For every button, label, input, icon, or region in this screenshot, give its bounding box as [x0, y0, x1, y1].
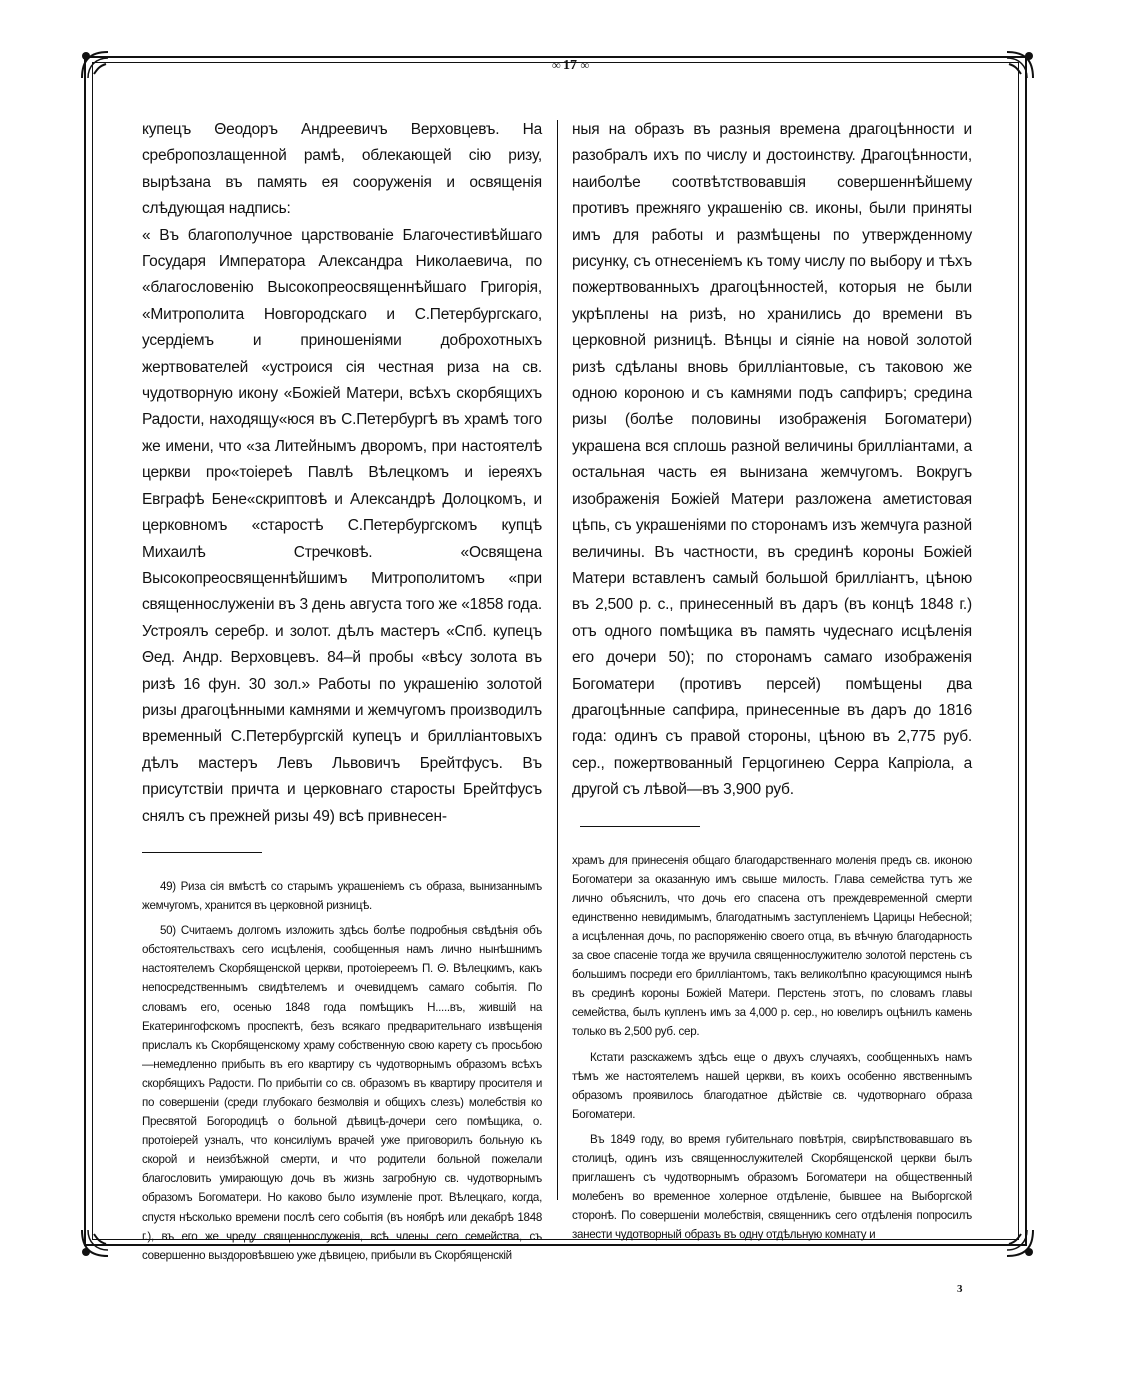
right-column [572, 117, 972, 1250]
left-main-text [142, 117, 542, 830]
right-main-text [572, 117, 972, 804]
corner-ornament-icon [1003, 1226, 1037, 1260]
page-header [0, 56, 1140, 75]
left-footnotes [142, 877, 542, 1265]
column-divider [557, 120, 558, 1200]
footnote-paragraph: Кстати разскажемъ здѣсь еще о двухъ случаяхъ, сообщенныхъ намъ тѣмъ же настоятелемъ нашей церкви, въ коихъ особенно явственнымъ образомъ проявилось благодатное дѣйствіе св. чудотворнаго образа Богоматери. [572, 1050, 972, 1121]
footnote-49: 49) Риза сія вмѣстѣ со старымъ украшеніемъ съ образа, вынизаннымъ жемчугомъ, хранится въ церковной ризницѣ. [142, 879, 542, 913]
footnote-continuation: храмъ для принесенія общаго благодарственнаго моленія предъ св. иконою Богоматери за оказанную имъ свыше милость. Глава семейства тутъ же лично объяснилъ, что дочь его спасена отъ преждевременной смерти единственно невидимымъ, благодатнымъ заступленіемъ Царицы Небесной; а исцѣленная дочь, по распоряженію своего отца, въ вѣчную благодарность за свое спасеніе тогда же вручила священнослужителю золотой перстень съ большимъ посреди его бриллiантомъ, такъ великолѣпно красующимся нынѣ въ срединѣ короны Божіей Матери. Перстень этотъ, по словамъ главы семейства, былъ купленъ имъ за 4,000 р. сер., но ювелиръ оцѣнилъ камень только въ 2,500 руб. сер. [572, 853, 972, 1039]
footnote-rule [580, 826, 700, 827]
left-column [142, 117, 542, 1271]
paragraph: ныя на образъ въ разныя времена драгоцѣнности и разобралъ ихъ по числу и достоинству. Драгоцѣнности, наиболѣе соотвѣтствовавшія совершеннѣйшему противъ прежняго украшенію св. иконы, были приняты имъ для работы и размѣщены по утвержденному рисунку, съ отнесеніемъ къ тому числу по выбору и тѣхъ пожертвованныхъ драгоцѣнностей, которыя не были укрѣплены на ризѣ, но хранились до времени въ церковной ризницѣ. Вѣнцы и сіяніе на новой золотой ризѣ сдѣланы вновь бриллiантовые, съ таковою же одною короною и съ камнями подъ сапфиръ; средина ризы (болѣе половины изображенія Богоматери) украшена вся сплошь разной величины бриллiантами, а остальная часть ея вынизана жемчугомъ. Вокругъ изображенія Божіей Матери разложена аметистовая цѣпь, съ украшеніями по сторонамъ изъ жемчуга разной величины. Въ частности, въ срединѣ короны Божіей Матери вставленъ самый большой бриллiантъ, цѣною въ 2,500 р. с., принесенный въ даръ (въ концѣ 1848 г.) отъ одного помѣщика въ память чудеснаго исцѣленія его дочери 50); по сторонамъ самаго изображенія Богоматери (противъ персей) помѣщены два драгоцѣнные сапфира, принесенные въ даръ до 1816 года: одинъ съ правой стороны, цѣною въ 2,775 руб. сер., пожертвованный Герцогинею Серра Капріола, а другой съ лѣвой—въ 3,900 руб. [572, 121, 972, 799]
header-ornament-left: ∞ [551, 58, 560, 72]
right-footnotes [572, 851, 972, 1245]
footnote-50: 50) Считаемъ долгомъ изложить здѣсь болѣе подробныя свѣдѣнія объ обстоятельствахъ сего исцѣленія, сообщенныя намъ лично нынѣшнимъ настоятелемъ Скорбященской церкви, протоіереемъ П. Θ. Вѣлецкимъ, какъ непосредственнымъ свидѣтелемъ и очевидцемъ самаго событія. По словамъ его, осенью 1848 года помѣщикъ Н.....въ, жившій на Екатерингофскомъ проспектѣ, безъ всякаго предварительнаго извѣщенія прислалъ къ Скорбященскому храму собственную свою карету съ просьбою—немедленно прибыть въ его квартиру съ чудотворнымъ образомъ всѣхъ скорбящихъ Радости. По прибытіи со св. образомъ въ квартиру просителя и по совершеніи (среди глубокаго безмолвія и общихъ слезъ) молебствія ко Пресвятой Богородицѣ о больной дѣвицѣ-дочери сего помѣщика, о. протоіерей узналъ, что консиліумъ врачей уже приговорилъ больную къ скорой и неизбѣжной смерти, и что родители больной пожелали благословить умирающую дочь въ жизнь загробную св. чудотворнымъ образомъ Богоматери. Но каково было изумленіе прот. Вѣлецкаго, когда, спустя нѣсколько времени послѣ сего событія (въ ноябрѣ или декабрѣ 1848 г.), въ его же чреду священнослуженія, всѣ члены сего семейства, съ совершенно выздоровѣвшею уже дѣвицею, прибыли въ Скорбященскій [142, 924, 542, 1262]
page-number: 17 [563, 58, 577, 73]
paragraph: купецъ Θеодоръ Андреевичъ Верховцевъ. На сребропозлащенной рамѣ, облекающей сію ризу, вырѣзана въ память ея сооруженія и освященія слѣдующая надпись: [142, 121, 542, 218]
inscription-paragraph: « Въ благополучное царствованіе Благочестивѣйшаго Государя Императора Александра Николаевича, по «благословенію Высокопреосвященнѣйшаго Григорія, «Митрополита Новгородскаго и С.Петербургскаго, усердіемъ и приношеніями доброхотныхъ жертвователей «устроися сія честная риза на св. чудотворную икону «Божіей Матери, всѣхъ скорбящихъ Радости, находящу«юся въ С.Петербургѣ въ храмѣ того же имени, что «за Литейнымъ дворомъ, при настоятелѣ церкви про«тоіереѣ Павлѣ Вѣлецкомъ и іереяхъ Евграфѣ Бене«скриптовѣ и Александрѣ Долоцкомъ, и церковномъ «старостѣ С.Петербургскомъ купцѣ Михаилѣ Стречковѣ. «Освящена Высокопреосвященнѣйшимъ Митрополитомъ «при священнослуженіи въ 3 день августа того же «1858 года. Устроялъ серебр. и золот. дѣлъ мастеръ «Спб. купецъ Θед. Андр. Верховцевъ. 84–й пробы «вѣсу золота въ ризѣ 16 фун. 30 зол.» Работы по украшенію золотой ризы драгоцѣнными камнями и жемчугомъ производилъ временный С.Петербургскій купецъ и бриллiантовыхъ дѣлъ мастеръ Левъ Львовичъ Брейтфусъ. Въ присутствіи причта и церковнаго старосты Брейтфусъ снялъ съ прежней ризы 49) всѣ привнесен- [142, 226, 543, 825]
footnote-paragraph: Въ 1849 году, во время губительнаго повѣтрія, свирѣпствовавшаго въ столицѣ, одинъ изъ священнослужителей Скорбященской церкви былъ приглашенъ съ чудотворнымъ образомъ Богоматери на общественный молебенъ во временное холерное отдѣленіе, бывшее на Выборгской сторонѣ. По совершеніи молебствія, священникъ сего отдѣленія попросилъ занести чудотворный образъ въ одну отдѣльную комнату и [572, 1132, 972, 1242]
footnote-rule [142, 852, 262, 853]
corner-ornament-icon [78, 1226, 112, 1260]
signature-mark: 3 [957, 1283, 963, 1295]
header-ornament-right: ∞ [580, 58, 589, 72]
